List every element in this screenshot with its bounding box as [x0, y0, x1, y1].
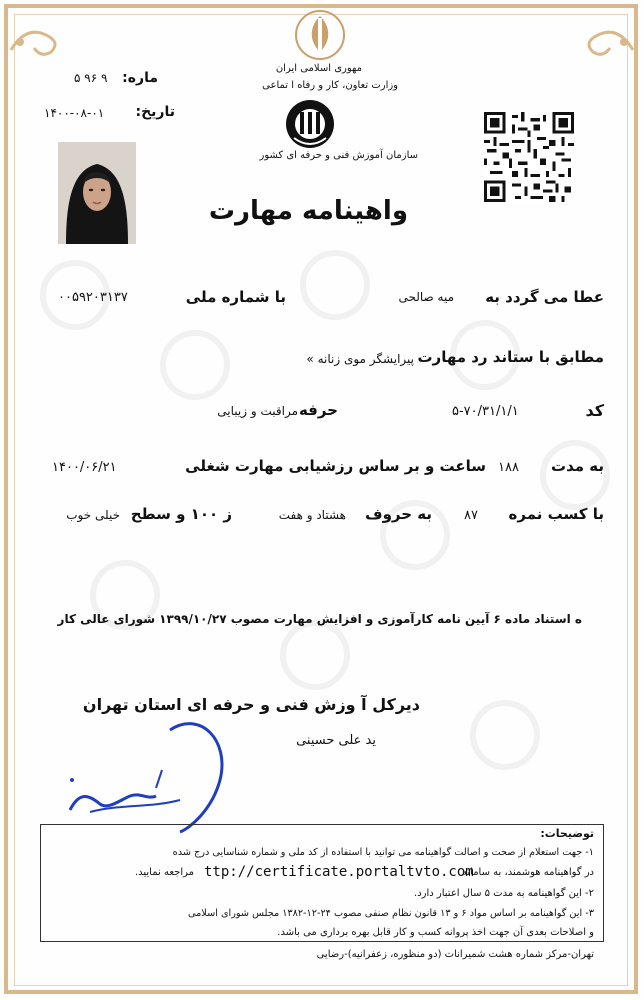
iran-emblem-icon — [292, 8, 348, 62]
standard-value: پیرایشگر موی زنانه » — [306, 352, 414, 366]
qr-code-icon — [484, 112, 574, 202]
watermark-pattern — [160, 330, 230, 400]
watermark-pattern — [540, 440, 610, 510]
certificate-title: واهینامه مهارت — [208, 196, 408, 226]
notes-line-3: ۲- این گواهینامه به مدت ۵ سال اعتبار دارد. — [414, 888, 594, 899]
scale-label: ز ۱۰۰ و سطح — [130, 505, 232, 523]
organization-text: سازمان آموزش فنی و حرفه ای کشور — [259, 150, 418, 161]
signatory-name: ید علی حسینی — [296, 733, 376, 748]
notes-line-2b: مراجعه نمایید. — [134, 867, 194, 878]
tvto-logo-icon — [284, 98, 336, 150]
profession-label: حرفه — [298, 401, 338, 419]
watermark-pattern — [280, 620, 350, 690]
notes-line-4: ۳- این گواهینامه بر اساس مواد ۶ و ۱۳ قانون نظام صنفی مصوب ۲۴-۱۲-۱۳۸۲ مجلس شورای اسلامی — [188, 908, 594, 919]
profession-value: مراقبت و زیبایی — [217, 404, 298, 418]
republic-text: مهوری اسلامی ایران — [275, 63, 362, 74]
ministry-text: وزارت تعاون، کار و رفاه ا تماعی — [262, 80, 398, 91]
standard-label: مطابق با ستاند رد مهارت — [417, 348, 604, 366]
words-label: به حروف — [365, 505, 432, 523]
national-id-value: ۰۰۵۹۲۰۳۱۳۷ — [58, 290, 128, 305]
code-value: ۵-۷۰/۳۱/۱/۱ — [452, 404, 519, 419]
watermark-pattern — [470, 700, 540, 770]
footer-address: تهران-مرکز شماره هشت شمیرانات (دو منظوره، زعفرانیه)-رضایی — [316, 949, 594, 960]
code-label: کد — [585, 401, 604, 420]
date-label: تاریخ: — [135, 104, 175, 120]
score-label: با کسب نمره — [508, 505, 604, 523]
date-value: ۱۴۰۰-۰۸-۰۱ — [44, 106, 105, 120]
signature-icon — [60, 700, 260, 840]
notes-box — [40, 824, 604, 942]
hours-text: ساعت و بر ساس رزشیابی مهارت شغلی — [185, 457, 486, 475]
notes-heading: توضیحات: — [540, 827, 594, 840]
level-value: خیلی خوب — [66, 508, 120, 522]
awarded-label: عطا می گردد به — [485, 288, 604, 306]
number-label: ماره: — [122, 70, 158, 86]
duration-label: به مدت — [551, 457, 604, 475]
corner-ornament-icon — [578, 20, 638, 60]
corner-ornament-icon — [6, 20, 66, 60]
verification-url[interactable]: ttp://certificate.portaltvto.com — [204, 864, 474, 880]
number-value: ۵ ۹۶ ۹ — [74, 71, 108, 85]
notes-line-1: ۱- جهت استعلام از صحت و اصالت گواهینامه می توانید با استفاده از کد ملی و شماره شناسایی درج شده — [172, 847, 594, 858]
signatory-title: دیرکل آ وزش فنی و حرفه ای استان تهران — [82, 695, 420, 714]
watermark-pattern — [300, 250, 370, 320]
holder-photo — [58, 142, 136, 244]
decree-text: ه استناد ماده ۶ آیین نامه کارآموزی و افزایش مهارت مصوب ۱۳۹۹/۱۰/۲۷ شورای عالی کار — [57, 612, 582, 626]
holder-name: میه صالحی — [398, 290, 454, 304]
duration-value: ۱۸۸ — [498, 460, 519, 475]
words-value: هشتاد و هفت — [278, 508, 346, 522]
duration-date: ۱۴۰۰/۰۶/۲۱ — [52, 460, 117, 475]
national-id-label: با شماره ملی — [185, 288, 286, 306]
notes-line-2a: در گواهینامه هوشمند، به سامانه — [462, 867, 594, 878]
notes-line-5: و اصلاحات بعدی آن جهت اخذ پروانه کسب و کار قابل بهره برداری می باشد. — [277, 927, 594, 938]
score-value: ۸۷ — [464, 508, 478, 523]
